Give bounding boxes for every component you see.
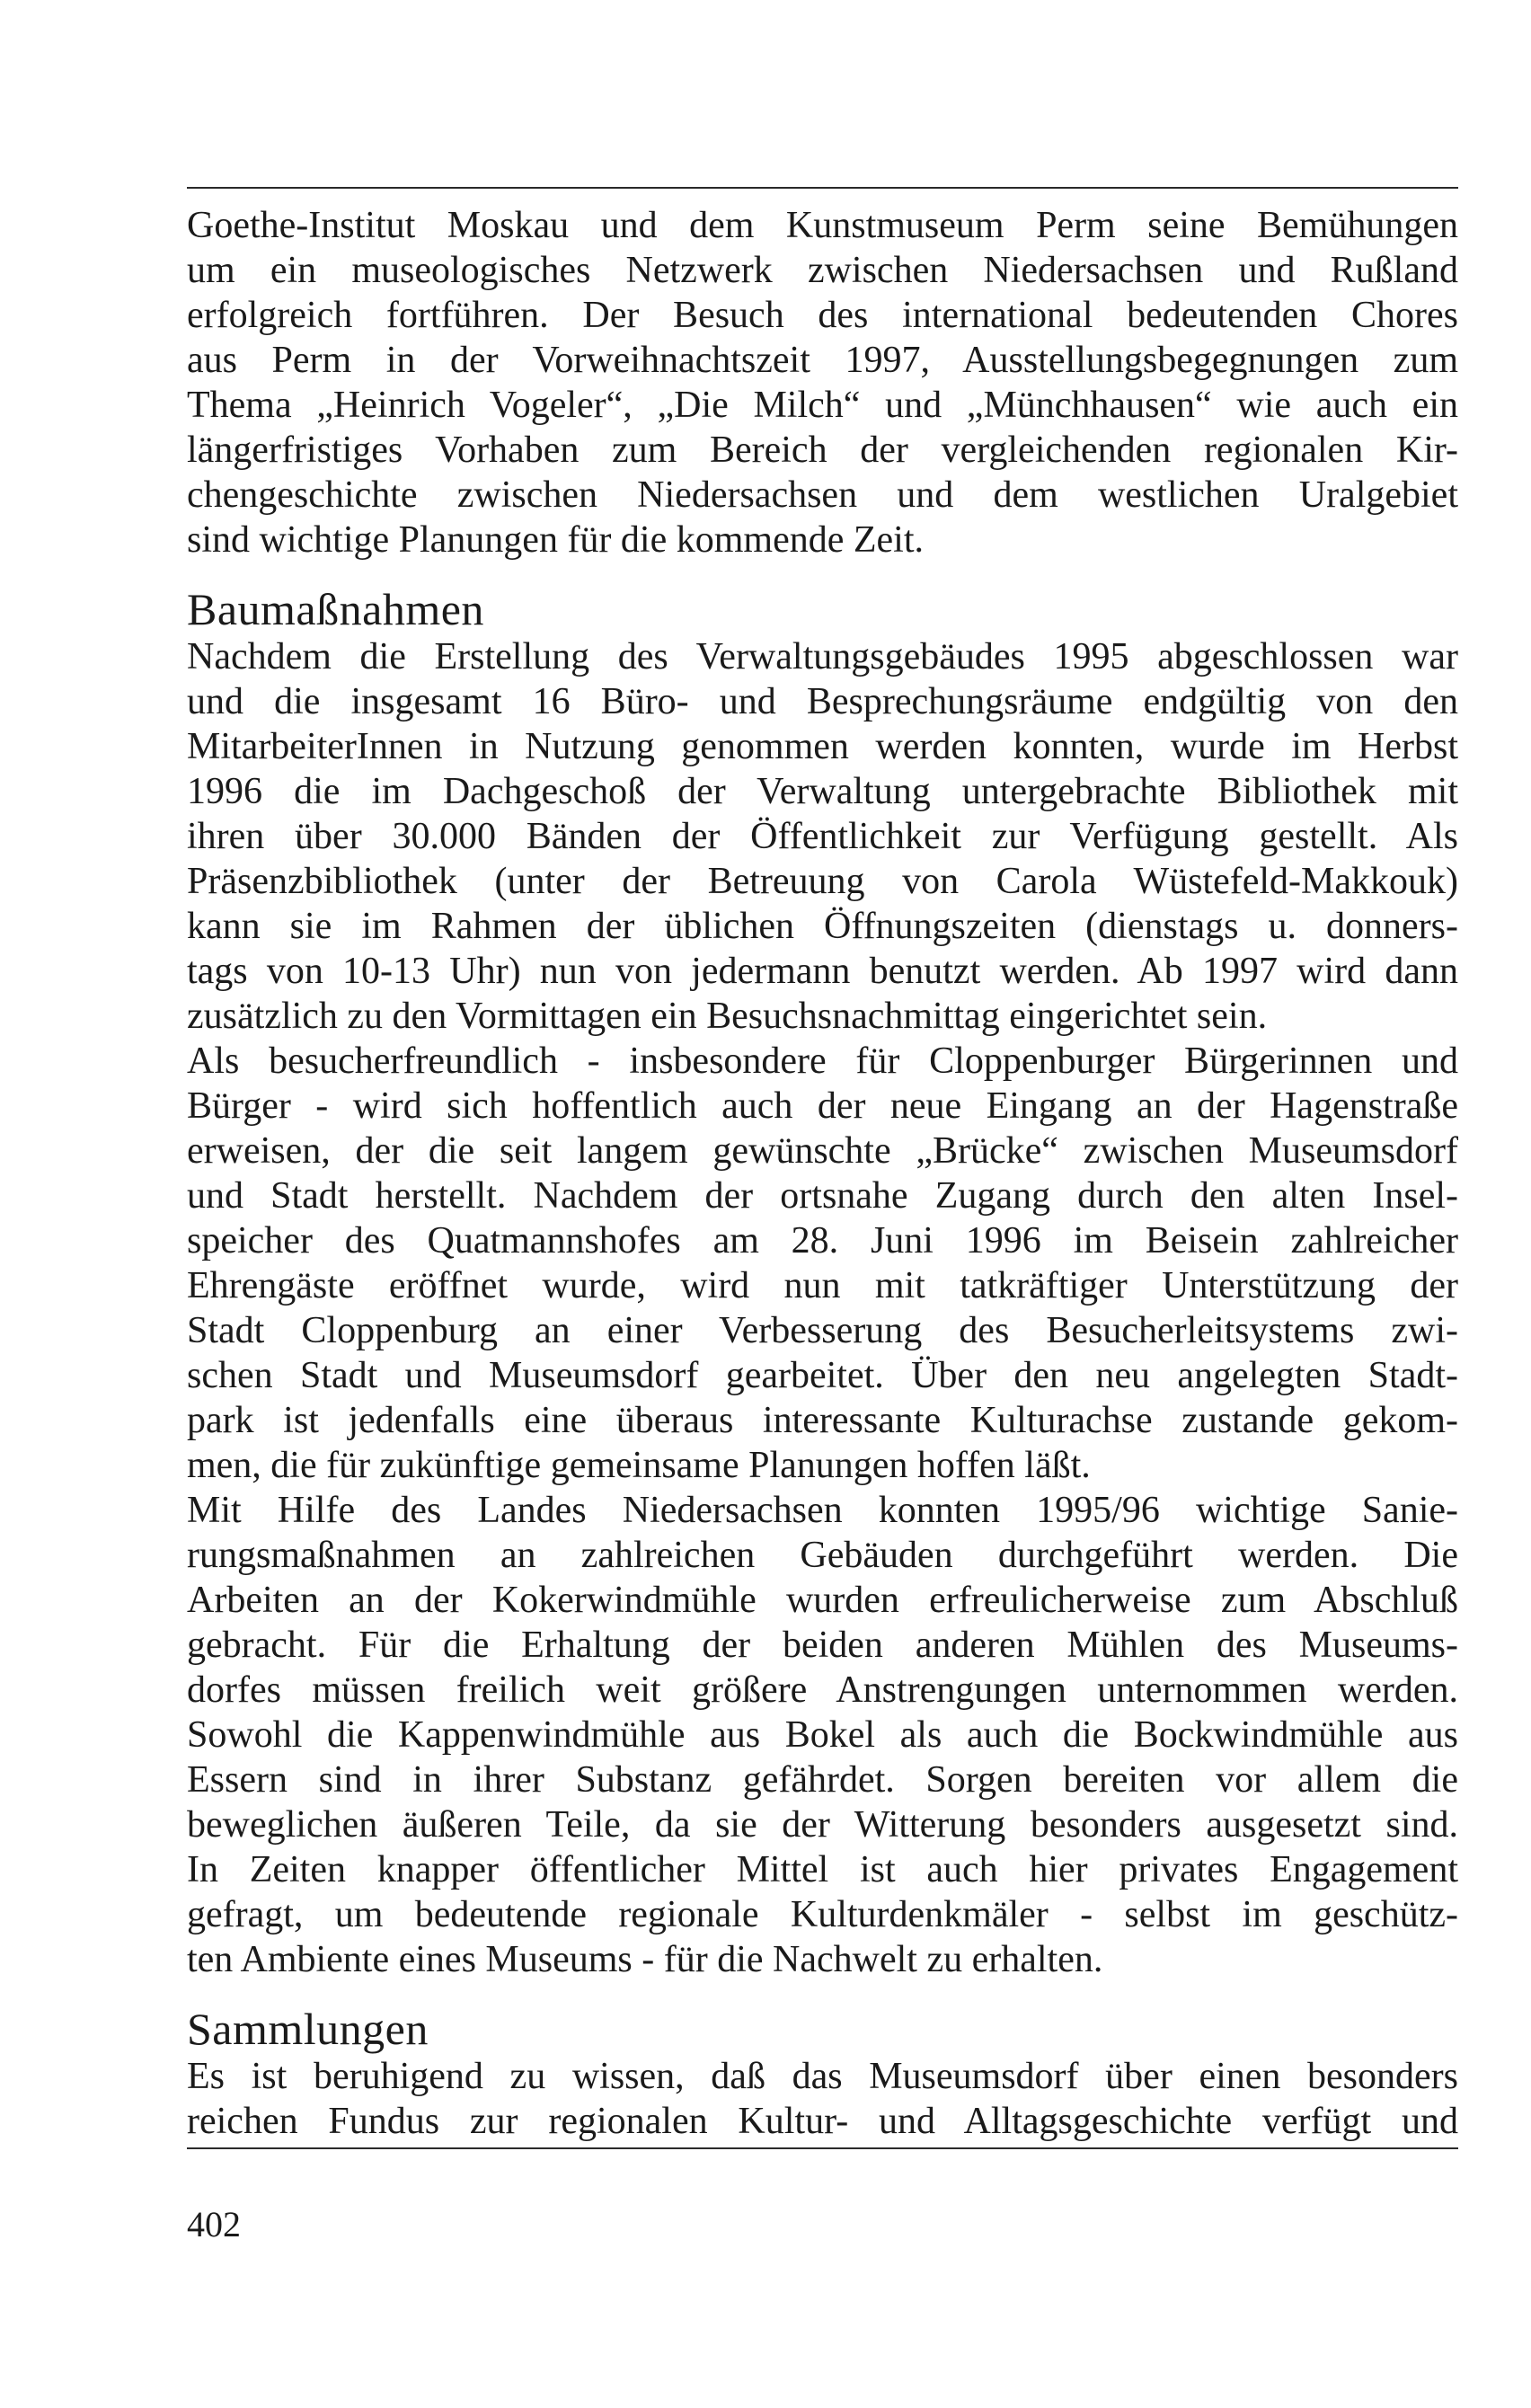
page-number: 402 <box>187 2204 241 2244</box>
text-line: Stadt Cloppenburg an einer Verbesserung des Besucherleitsystems zwi- <box>187 1310 1458 1351</box>
text-line: Nachdem die Erstellung des Verwaltungsgebäudes 1995 abgeschlossen war <box>187 636 1458 677</box>
text-line: schen Stadt und Museumsdorf gearbeitet. Über den neu angelegten Stadt- <box>187 1355 1458 1396</box>
text-line: gebracht. Für die Erhaltung der beiden anderen Mühlen des Museums- <box>187 1625 1458 1666</box>
text-line: erfolgreich fortführen. Der Besuch des international bedeutenden Chores <box>187 295 1458 336</box>
section-heading-baumassnahmen: Baumaßnahmen <box>187 584 484 634</box>
section-heading-sammlungen: Sammlungen <box>187 2004 429 2054</box>
text-line: park ist jedenfalls eine überaus interessante Kulturachse zustande gekom- <box>187 1400 1458 1441</box>
text-line: Als besucherfreundlich - insbesondere für Cloppenburger Bürgerinnen und <box>187 1040 1458 1082</box>
text-line: beweglichen äußeren Teile, da sie der Witterung besonders ausgesetzt sind. <box>187 1804 1458 1846</box>
text-line: aus Perm in der Vorweihnachtszeit 1997, Ausstellungsbegegnungen zum <box>187 340 1458 381</box>
text-line: erweisen, der die seit langem gewünschte „Brücke“ zwischen Museumsdorf <box>187 1130 1458 1172</box>
text-line: und die insgesamt 16 Büro- und Besprechungsräume endgültig von den <box>187 681 1458 722</box>
body-text <box>187 203 1458 2144</box>
section-baumassnahmen-text <box>187 634 1458 1982</box>
text-line: Es ist beruhigend zu wissen, daß das Museumsdorf über einen besonders <box>187 2056 1458 2097</box>
top-rule <box>187 187 1458 189</box>
text-line: Präsenzbibliothek (unter der Betreuung von Carola Wüstefeld-Makkouk) <box>187 861 1458 902</box>
paragraph-continuation <box>187 203 1458 562</box>
text-line: chengeschichte zwischen Niedersachsen und dem westlichen Uralgebiet <box>187 474 1458 516</box>
text-line: gefragt, um bedeutende regionale Kulturdenkmäler - selbst im geschütz- <box>187 1894 1458 1935</box>
text-line: sind wichtige Planungen für die kommende Zeit. <box>187 519 924 561</box>
text-line: Essern sind in ihrer Substanz gefährdet. Sorgen bereiten vor allem die <box>187 1759 1458 1801</box>
text-line: Sowohl die Kappenwindmühle aus Bokel als auch die Bockwindmühle aus <box>187 1714 1458 1756</box>
text-line: ihren über 30.000 Bänden der Öffentlichkeit zur Verfügung gestellt. Als <box>187 816 1458 857</box>
text-line: men, die für zukünftige gemeinsame Planungen hoffen läßt. <box>187 1445 1091 1486</box>
text-line: tags von 10-13 Uhr) nun von jedermann benutzt werden. Ab 1997 wird dann <box>187 951 1458 992</box>
bottom-rule <box>187 2147 1458 2149</box>
text-line: rungsmaßnahmen an zahlreichen Gebäuden durchgeführt werden. Die <box>187 1535 1458 1576</box>
section-sammlungen-text <box>187 2054 1458 2144</box>
text-line: Goethe-Institut Moskau und dem Kunstmuseum Perm seine Bemühungen <box>187 205 1458 246</box>
text-line: 1996 die im Dachgeschoß der Verwaltung untergebrachte Bibliothek mit <box>187 771 1458 812</box>
text-line: reichen Fundus zur regionalen Kultur- und Alltagsgeschichte verfügt und <box>187 2101 1458 2142</box>
text-line: Mit Hilfe des Landes Niedersachsen konnten 1995/96 wichtige Sanie- <box>187 1490 1458 1531</box>
text-line: zusätzlich zu den Vormittagen ein Besuchsnachmittag eingerichtet sein. <box>187 996 1268 1037</box>
text-line: speicher des Quatmannshofes am 28. Juni 1996 im Beisein zahlreicher <box>187 1220 1458 1262</box>
text-line: kann sie im Rahmen der üblichen Öffnungszeiten (dienstags u. donners- <box>187 906 1458 947</box>
text-line: und Stadt herstellt. Nachdem der ortsnahe Zugang durch den alten Insel- <box>187 1175 1458 1217</box>
text-line: MitarbeiterInnen in Nutzung genommen werden konnten, wurde im Herbst <box>187 726 1458 767</box>
text-line: Thema „Heinrich Vogeler“, „Die Milch“ und „Münchhausen“ wie auch ein <box>187 385 1458 426</box>
text-line: Ehrengäste eröffnet wurde, wird nun mit tatkräftiger Unterstützung der <box>187 1265 1458 1306</box>
text-line: längerfristiges Vorhaben zum Bereich der vergleichenden regionalen Kir- <box>187 429 1458 471</box>
text-line: Bürger - wird sich hoffentlich auch der neue Eingang an der Hagenstraße <box>187 1085 1458 1127</box>
text-line: um ein museologisches Netzwerk zwischen Niedersachsen und Rußland <box>187 250 1458 291</box>
text-line: Arbeiten an der Kokerwindmühle wurden erfreulicherweise zum Abschluß <box>187 1580 1458 1621</box>
text-line: In Zeiten knapper öffentlicher Mittel ist auch hier privates Engagement <box>187 1849 1458 1890</box>
text-line: dorfes müssen freilich weit größere Anstrengungen unternommen werden. <box>187 1669 1458 1711</box>
text-line: ten Ambiente eines Museums - für die Nachwelt zu erhalten. <box>187 1939 1103 1980</box>
